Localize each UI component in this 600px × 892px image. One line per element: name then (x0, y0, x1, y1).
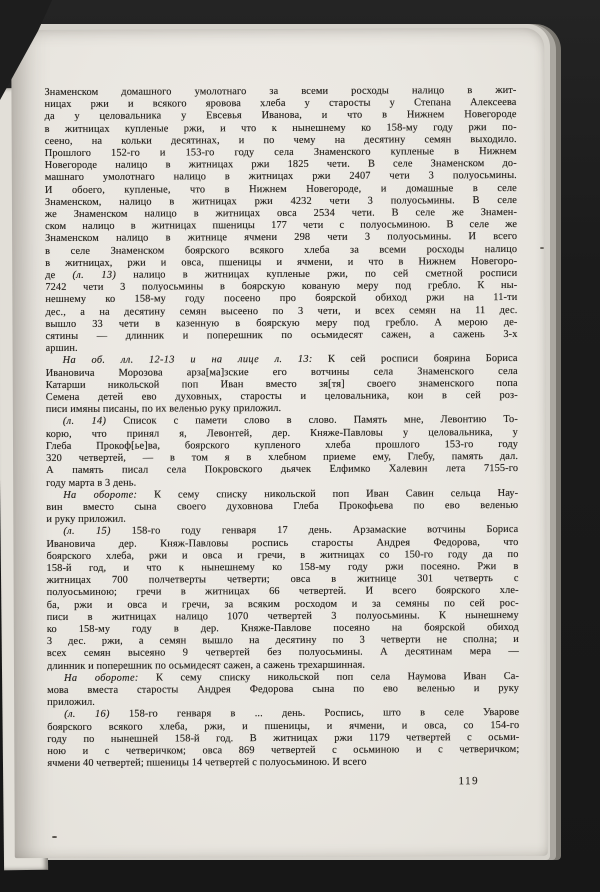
text-segment: в селе Знаменском боярского всякого хлеба за всеми росходы налицо (45, 243, 518, 257)
text-segment: в житницах купленые ржи, и что к нынешнему ко 158-му году ржи по- (44, 121, 517, 135)
text-segment: К сему списку никольской поп Иван Савин сельца Нау- (137, 487, 519, 501)
text-segment: Прошлого 152-го и 153-го году села Знаменского купленые в Нижнем (44, 145, 517, 160)
text-segment: Ивановича Морозова арза[ма]зские его вотчины села Знаменского села (45, 365, 518, 379)
text-segment: Знаменском домашного умолотнаго за всеми росходы налицо в жит- (44, 84, 517, 99)
folio-reference: (л. 16) (64, 709, 110, 721)
text-line (46, 500, 518, 514)
paragraph (46, 414, 518, 489)
text-segment: корю, что принял я, Левонтей, дер. Княже-Павловы у целовальника, у (45, 426, 518, 440)
text-segment: вин вместо сына своего духовнова Глеба Прокофьева по ево веленью (46, 499, 519, 513)
text-segment: житницах 700 полчетверты четверти; овса в житнице 301 четверть с (46, 573, 519, 587)
paragraph (46, 524, 519, 672)
text-segment: 320 четвертей, — в том я в хлебном приеме ему, Глебу, память дал. (46, 451, 519, 465)
text-segment: боярского всякого хлеба, ржи, и пшеницы, и ячмени, и овса, со 154-го (47, 719, 520, 733)
text-segment: да у целовальника у Евсевья Иванова, и что в Нижнем Новегороде (44, 109, 517, 123)
text-line (47, 683, 519, 697)
text-segment: машнаго умолотнаго налицо в житницах ржи 2407 чети 3 полуосьмины. (44, 170, 517, 184)
text-block (44, 85, 519, 770)
text-segment: вышло 33 чети в казенную в боярскую меру под гребло. А мерою де- (45, 316, 518, 330)
folio-reference: На обороте: (63, 489, 138, 501)
text-segment: 158-й год, и что к нынешнему ко 158-му году ржи посеяно. Ржи в (46, 560, 519, 574)
book-page (11, 28, 548, 858)
paragraph (46, 353, 518, 416)
dust-speck (540, 247, 544, 249)
text-segment: 158-го году генваря 17 день. Арзамаские вотчины Бориса (110, 524, 519, 538)
text-segment: боярского хлеба, ржи и овса и гречи, в житницах со 150-го году да по (46, 548, 519, 562)
text-segment: А память писал села Покровского дьячек Елфимко Халевин лета 7155-го (46, 463, 519, 477)
text-segment: К сей росписи боярина Бориса (312, 353, 518, 366)
text-segment: 158-го генваря в ... день. Роспись, што в селе Уварове (109, 707, 520, 721)
dust-speck (52, 836, 57, 838)
text-segment: длинник и поперешник по осьмидесят сажен, а сажень трехаршинная. (46, 659, 366, 672)
text-line (47, 756, 519, 770)
text-segment: де (45, 269, 73, 282)
folio-reference: На об. лл. 12-13 и на лице л. 13: (62, 354, 313, 367)
text-segment: аршин. (45, 343, 78, 355)
text-line (46, 390, 518, 404)
paragraph (44, 85, 517, 356)
text-segment: ною и с четверичком; овса 869 четвертей с осьминою и с четверичком; (47, 743, 520, 757)
text-segment: Семена детей ево духовных, старосты и целовальника, кои в сей роз- (45, 390, 518, 404)
folio-reference: (л. 13) (72, 269, 117, 281)
text-segment: Катарши никольской поп Иван вместо зя[тя] своего знаменского попа (45, 377, 518, 391)
page-number: 119 (458, 775, 480, 788)
text-segment: же Знаменском налицо в житницах овса 2534 чети. В селе же Знамен- (44, 206, 518, 221)
text-segment: 3 дес. ржи, а семян вышло на десятину по 3 четверти не сполна; и (46, 634, 519, 648)
text-segment: налицо в житницах купленые ржи, по сей сметной росписи (116, 268, 518, 281)
text-segment: дес., а на десятину семян высеено по 3 чети, и всех семян на 11 дес. (45, 304, 518, 318)
text-segment: нешнему ко 158-му году посеено про боярской обиход ржи на 11-ти (45, 292, 518, 306)
text-segment: Знаменском налицо в житнице ячмени 298 чети 3 полуосьмины. И всего (45, 231, 518, 245)
text-segment: ском налицо в житницах пшеницы 177 чети с полуосьминою. В селе же (45, 219, 518, 233)
text-line (46, 463, 518, 477)
folio-reference: На обороте: (64, 672, 139, 684)
text-segment: Новегороде налицо в житницах ржи 1825 чети. В селе Знаменском до- (44, 158, 517, 172)
text-segment: сеено, на кольки десятинах, и по чему на десятину семян выходило. (44, 133, 517, 147)
text-segment: в житницах, ржи и овса, пшеницы и ячмени, и что в Нижнем Новегоро- (45, 255, 518, 269)
text-segment: Знаменском, налицо в житницах ржи 4232 чети 3 полуосьмины. В селе (44, 194, 517, 208)
text-segment: году по нынешней 158-й год. В житницах ржи 1179 четвертей с осьми- (47, 731, 520, 745)
text-segment: писи в житницах налицо 1070 четвертей 3 полуосьмины. К нынешнему (46, 609, 519, 623)
text-segment: полуосьминою; гречи в житницах 66 четвертей. И всего боярского хле- (46, 585, 519, 599)
text-segment: Список с памети слово в слово. Память мне, Левонтию То- (106, 414, 518, 428)
text-segment: К сему списку никольской поп села Наумова Иван Са- (138, 670, 520, 684)
text-segment: приложил. (47, 696, 96, 709)
text-segment: Ивановича дер. Княж-Павловы роспись старосты Андрея Федорова, что (46, 536, 519, 550)
text-segment: Глеба Прокоф[ье]ва, боярского купленого хлеба прошлого 153-го году (45, 438, 519, 452)
text-segment: писи имяны писаны, по их веленью руку приложил. (45, 403, 282, 416)
text-segment: и руку приложил. (46, 513, 127, 526)
text-segment: ба, ржи и овса и гречи, за всяким росходом и за семяны по сей рос- (46, 597, 519, 611)
folio-reference: (л. 15) (63, 526, 111, 538)
folio-reference: (л. 14) (62, 416, 107, 428)
text-line (46, 329, 518, 343)
text-segment: ницах ржи и всякого яровова хлеба у старосты у Степана Алексеева (44, 97, 517, 111)
text-segment: всех семян высеяно 9 четвертей без полуосьмины. А десятинам мера — (46, 646, 519, 660)
paragraph (47, 707, 519, 770)
text-segment: И обоего, купленые, что в Нижнем Новегороде, и домашные в селе (44, 182, 517, 196)
text-segment: сятины — длинник и поперешник по осьмидесят сажен, а сажень 3-х (45, 329, 518, 343)
text-segment: году марта в 3 день. (46, 477, 137, 489)
paragraph (47, 671, 519, 710)
text-segment: мова вместа старосты Андрея Федорова сына по ево веленью и руку (47, 682, 520, 696)
paragraph (46, 488, 518, 527)
text-line (47, 646, 519, 660)
text-segment: 7242 чети 3 полуосьмины в боярскую кованую меру под гребло. К ны- (45, 280, 518, 294)
text-segment: ячмени 40 четвертей; пшеницы 14 четвертей с полуосьминою. И всего (47, 756, 367, 770)
text-segment: ко 158-му году в дер. Княже-Павлове посеяно на боярской обиход (46, 621, 519, 635)
